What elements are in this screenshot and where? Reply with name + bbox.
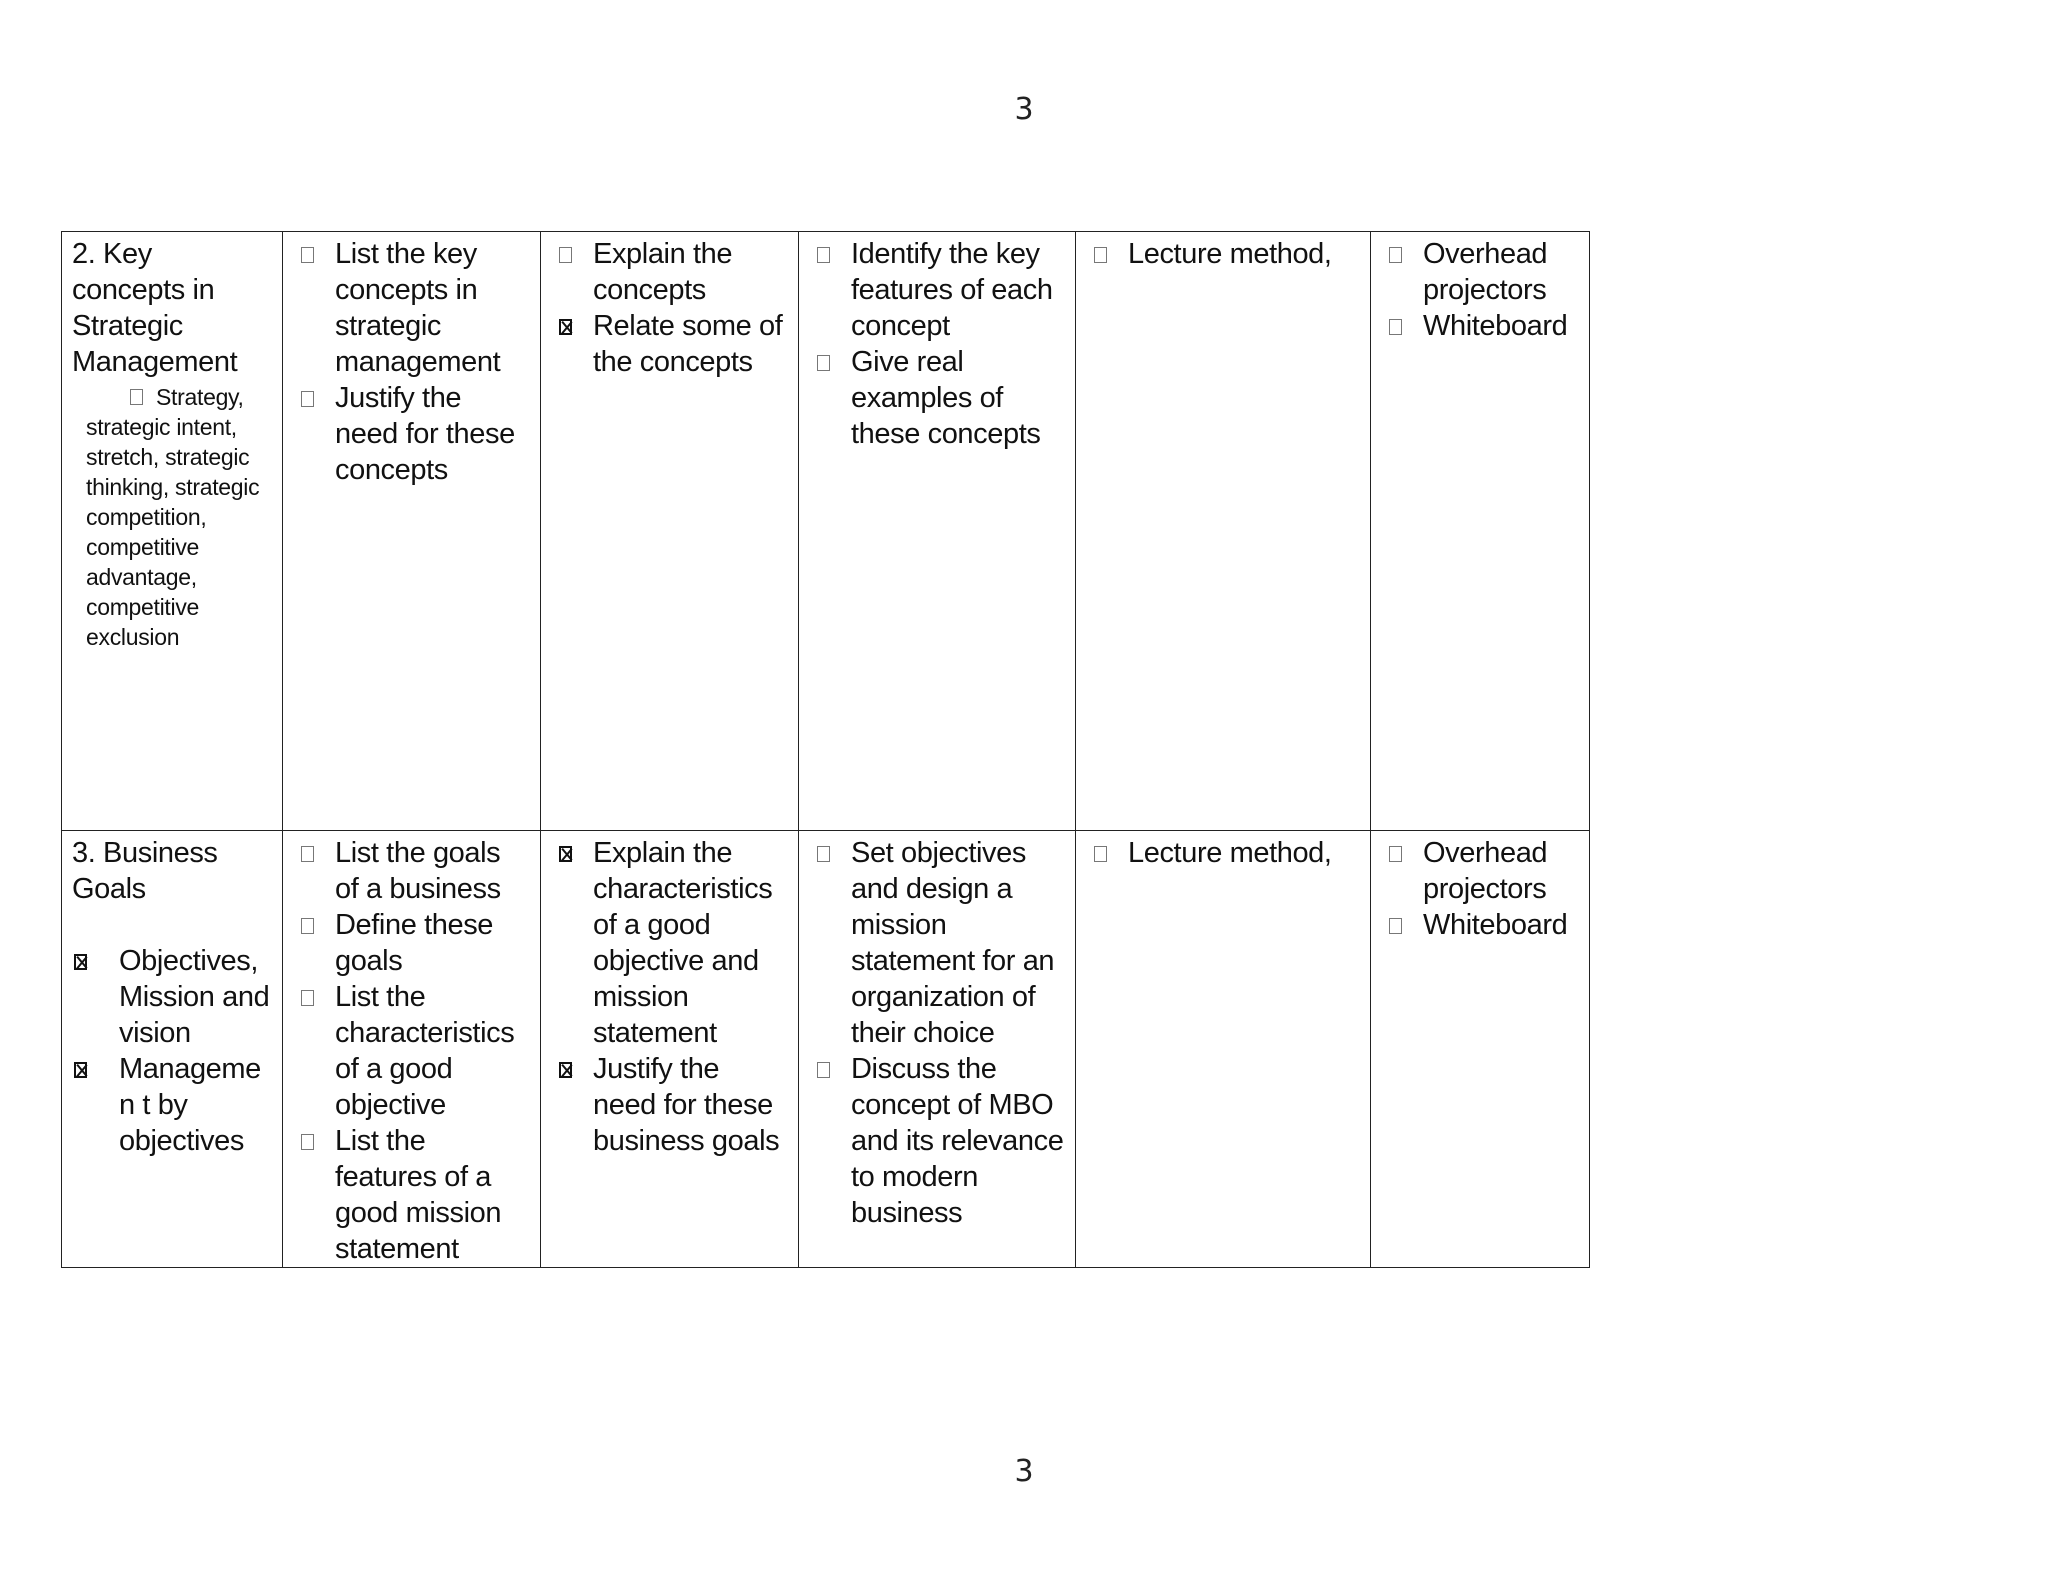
objectives-cell bbox=[283, 831, 541, 1268]
topic-cell bbox=[62, 831, 283, 1268]
list-item: List the features of a good mission statement bbox=[293, 1123, 530, 1267]
list-item: List the key concepts in strategic management bbox=[293, 236, 530, 380]
list-item: Define these goals bbox=[293, 907, 530, 979]
checkbox-icon bbox=[1389, 918, 1402, 934]
checkbox-icon bbox=[559, 247, 572, 263]
list-item: Lecture method, bbox=[1086, 236, 1360, 272]
checkbox-icon bbox=[817, 1062, 830, 1078]
list-item: Strategy, strategic intent, stretch, strategic thinking, strategic competition, competitive advantage, competitive exclusion bbox=[86, 384, 260, 650]
topic-title: 2. Key concepts in Strategic Management bbox=[72, 238, 238, 378]
list-item: Lecture method, bbox=[1086, 835, 1360, 871]
checkbox-icon bbox=[817, 355, 830, 371]
checkbox-icon bbox=[1389, 319, 1402, 335]
checked-box-icon bbox=[74, 954, 87, 970]
checked-box-icon bbox=[74, 1062, 87, 1078]
checkbox-icon bbox=[301, 391, 314, 407]
comprehension-cell bbox=[541, 232, 799, 831]
comprehension-cell bbox=[541, 831, 799, 1268]
checkbox-icon bbox=[1094, 846, 1107, 862]
syllabus-table bbox=[61, 231, 1590, 1268]
checked-box-icon bbox=[559, 846, 572, 862]
resources-cell bbox=[1371, 232, 1590, 831]
checkbox-icon bbox=[301, 1134, 314, 1150]
page-number-bottom: 3 bbox=[1014, 1454, 1034, 1489]
table-row bbox=[62, 232, 1590, 831]
page-number-top: 3 bbox=[1014, 92, 1034, 127]
list-item: List the goals of a business bbox=[293, 835, 530, 907]
list-item: Set objectives and design a mission statement for an organization of their choice bbox=[809, 835, 1065, 1051]
list-item: Justify the need for these business goals bbox=[551, 1051, 788, 1159]
checkbox-icon bbox=[301, 918, 314, 934]
list-item: Overhead projectors bbox=[1381, 236, 1579, 308]
list-item: Discuss the concept of MBO and its relevance to modern business bbox=[809, 1051, 1065, 1231]
list-item: Give real examples of these concepts bbox=[809, 344, 1065, 452]
subtopic-list bbox=[72, 943, 272, 1159]
list-item: Explain the concepts bbox=[551, 236, 788, 308]
checkbox-icon bbox=[1389, 846, 1402, 862]
checkbox-icon bbox=[1389, 247, 1402, 263]
application-cell bbox=[799, 232, 1076, 831]
checkbox-icon bbox=[301, 846, 314, 862]
list-item: Managemen t by objectives bbox=[72, 1051, 272, 1159]
checked-box-icon bbox=[559, 1062, 572, 1078]
list-item: Overhead projectors bbox=[1381, 835, 1579, 907]
checkbox-icon bbox=[301, 990, 314, 1006]
objectives-cell bbox=[283, 232, 541, 831]
resources-cell bbox=[1371, 831, 1590, 1268]
checkbox-icon bbox=[817, 247, 830, 263]
list-item: Justify the need for these concepts bbox=[293, 380, 530, 488]
topic-title: 3. Business Goals bbox=[72, 837, 218, 905]
list-item: Whiteboard bbox=[1381, 907, 1579, 943]
checkbox-icon bbox=[1094, 247, 1107, 263]
list-item: Explain the characteristics of a good objective and mission statement bbox=[551, 835, 788, 1051]
list-item: Objectives, Mission and vision bbox=[72, 943, 272, 1051]
table-row bbox=[62, 831, 1590, 1268]
application-cell bbox=[799, 831, 1076, 1268]
methods-cell bbox=[1076, 831, 1371, 1268]
checked-box-icon bbox=[559, 319, 572, 335]
list-item: Whiteboard bbox=[1381, 308, 1579, 344]
checkbox-icon bbox=[130, 389, 143, 405]
subtopic-list bbox=[72, 382, 272, 652]
checkbox-icon bbox=[817, 846, 830, 862]
list-item: Relate some of the concepts bbox=[551, 308, 788, 380]
list-item: List the characteristics of a good objective bbox=[293, 979, 530, 1123]
topic-cell bbox=[62, 232, 283, 831]
checkbox-icon bbox=[301, 247, 314, 263]
methods-cell bbox=[1076, 232, 1371, 831]
list-item: Identify the key features of each concept bbox=[809, 236, 1065, 344]
